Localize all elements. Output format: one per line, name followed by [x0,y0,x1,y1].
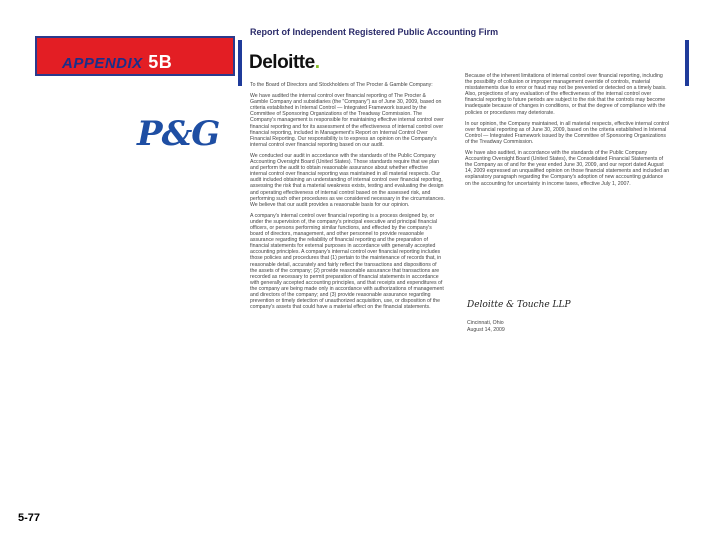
signature-block [467,320,505,333]
page-number: 5-77 [18,512,41,524]
sign-city: Cincinnati, Ohio [467,320,504,326]
slide-left-panel [0,0,240,540]
auditor-signature: Deloitte & Touche LLP [467,300,571,310]
report-paragraph: We conducted our audit in accordance with the standards of the Public Company Accounting Oversight Board (United States). Those standards require that we plan and perform the audit to obtain reasonable assurance about whether effective internal control over financial reporting was maintained in all material respects. Our audit included obtaining an understanding of internal control over financial reporting, assessing the risk that a material weakness exists, testing and evaluating the design and operating effectiveness of internal control based on the assessed risk, and performing such other procedures as we considered necessary in the circumstances. We believe that our audit provides a reasonable basis for our opinion. [250,152,445,208]
divider-left [238,40,242,86]
report-title: Report of Independent Registered Public Accounting Firm [250,27,499,37]
report-paragraph: Because of the inherent limitations of internal control over financial reporting, including the possibility of collusion or improper management override of controls, material misstatements due to error or fraud may not be prevented or detected on a timely basis. Also, projections of any evaluation of the effectiveness of the internal control over financial reporting to future periods are subject to the risk that the controls may become inadequate because of changes in conditions, or that the degree of compliance with the policies or procedures may deteriorate. [465,73,667,116]
report-right-column [465,73,670,192]
pg-logo: P&G [137,114,220,154]
appendix-number: 5B [148,52,173,72]
report-paragraph: To the Board of Directors and Stockholders of The Procter & Gamble Company: [250,82,433,88]
sign-date: August 14, 2009 [467,326,505,333]
deloitte-logo-dot: . [314,52,320,73]
report-paragraph: In our opinion, the Company maintained, in all material respects, effective internal control over financial reporting as of June 30, 2009, based on the criteria established in Internal Control — Integrated Framework issued by the Committee of Sponsoring Organizations of the Treadway Commission. [465,120,670,145]
appendix-label [62,52,172,73]
report-paragraph: We have also audited, in accordance with the standards of the Public Company Accounting Oversight Board (United States), the Consolidated Financial Statements of the Company as of and for the year ended June 30, 2009, and our report dated August 14, 2009 expressed an unqualified opinion on those financial statements and included an explanatory paragraph regarding the Company's adoption of new accounting guidance on the accounting for uncertainty in income taxes, effective July 1, 2007. [465,150,670,187]
divider-right [685,40,689,86]
report-paragraph: A company's internal control over financial reporting is a process designed by, or under the supervision of, the company's principal executive and principal financial officers, or persons performing similar functions, and effected by the company's board of directors, management, and other personnel to provide reasonable assurance regarding the reliability of financial reporting and the preparation of financial statements for external purposes in accordance with generally accepted accounting principles. A company's internal control over financial reporting includes those policies and procedures that (1) pertain to the maintenance of records that, in reasonable detail, accurately and fairly reflect the transactions and dispositions of the assets of the company; (2) provide reasonable assurance that transactions are recorded as necessary to permit preparation of financial statements in accordance with generally accepted accounting principles, and that receipts and expenditures of the company are being made only in accordance with authorizations of management and directors of the company; and (3) provide reasonable assurance regarding prevention or timely detection of unauthorized acquisition, use, or disposition of the company's assets that could have a material effect on the financial statements. [250,212,444,311]
appendix-word: APPENDIX [62,55,143,72]
deloitte-logo-text: Deloitte [249,52,315,73]
deloitte-logo [249,52,319,74]
report-paragraph: We have audited the internal control over financial reporting of The Procter & Gamble Company and subsidiaries (the "Company") as of June 30, 2009, based on criteria established in Internal Control — Integrated Framework issued by the Committee of Sponsoring Organizations of the Treadway Commission. The Company's management is responsible for maintaining effective internal control over financial reporting and for its assessment of the effectiveness of internal control over financial reporting, included in Management's Report on Internal Control Over Financial Reporting. Our responsibility is to express an opinion on the Company's internal control over financial reporting based on our audit. [250,93,444,148]
report-left-column [250,82,445,315]
